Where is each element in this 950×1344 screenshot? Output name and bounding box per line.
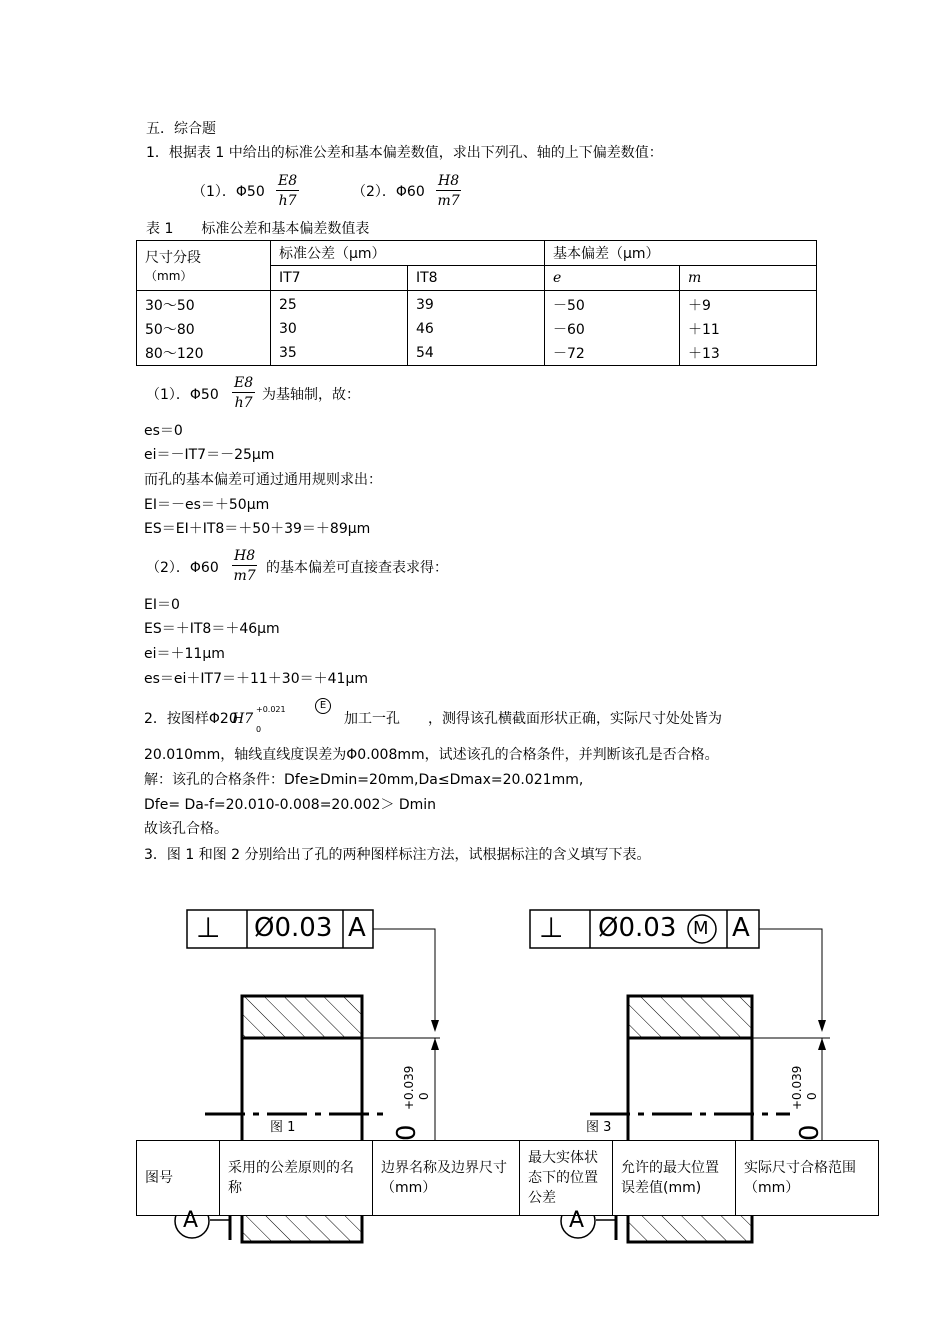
header-basic-deviation: 基本偏差（μm） [545, 241, 817, 266]
fig2-caption: 图 3 [586, 1120, 612, 1135]
fig1-datum-label: A [183, 1208, 199, 1233]
fig1-fcf-datum: A [348, 913, 366, 943]
table1-caption: 表 1 标准公差和基本偏差数值表 [146, 221, 370, 237]
perpendicularity-icon: ⊥ [539, 911, 564, 944]
header-boundary: 边界名称及边界尺寸（mm） [373, 1141, 520, 1216]
header-std-tolerance: 标准公差（μm） [271, 241, 545, 266]
header-size-unit: （mm） [145, 269, 193, 283]
header-principle: 采用的公差原则的名称 [220, 1141, 373, 1216]
cell-m: ＋9 [680, 291, 817, 318]
fraction-denominator: m7 [437, 193, 460, 209]
col-e: e [545, 266, 680, 291]
col-it7: IT7 [271, 266, 408, 291]
sol1-line: 而孔的基本偏差可通过通用规则求出： [144, 472, 382, 488]
sol2-suffix: 的基本偏差可直接查表求得： [266, 560, 448, 576]
table-row [137, 1141, 879, 1216]
cell-m: ＋11 [680, 317, 817, 341]
sol2-line: EI＝0 [144, 597, 180, 613]
cell-it8: 46 [408, 317, 545, 341]
fig2-fcf-modifier: M [693, 918, 709, 939]
sol2-line: ES＝＋IT8＝＋46μm [144, 621, 280, 637]
section-title: 五．综合题 [146, 121, 216, 137]
fraction-numerator: E8 [278, 173, 298, 189]
cell-e: －50 [545, 291, 680, 318]
cell-range: 80～120 [137, 341, 271, 366]
q2-line: Dfe= Da-f=20.010-0.008=20.002＞ Dmin [144, 797, 437, 813]
header-max-error: 允许的最大位置误差值(mm) [613, 1141, 736, 1216]
fig2-fcf-datum: A [732, 913, 750, 943]
cell-m: ＋13 [680, 341, 817, 366]
sol1-line: es＝0 [144, 423, 183, 439]
envelope-symbol-icon: E [315, 698, 331, 714]
fraction-numerator: H8 [234, 548, 256, 564]
fig2-fcf-value: Ø0.03 [598, 913, 677, 943]
fig1-fcf-value: Ø0.03 [254, 913, 333, 943]
sol1-line: ES＝EI＋IT8＝＋50＋39＝＋89μm [144, 521, 371, 537]
fraction-denominator: h7 [278, 193, 297, 209]
q1-item2-prefix: （2）．Φ60 [352, 184, 425, 200]
cell-e: －72 [545, 341, 680, 366]
sol2-line: es＝ei＋IT7＝＋11＋30＝＋41μm [144, 671, 368, 687]
q2-suffix: 加工一孔 ，测得该孔横截面形状正确，实际尺寸处处皆为 [344, 711, 722, 727]
col-it8: IT8 [408, 266, 545, 291]
cell-range: 30～50 [137, 291, 271, 318]
q2-line: 故该孔合格。 [144, 821, 228, 837]
q2-prefix: 2．按图样Φ20 [144, 711, 238, 727]
question-1-text: 1．根据表 1 中给出的标准公差和基本偏差数值，求出下列孔、轴的上下偏差数值： [146, 145, 663, 161]
fraction-denominator: h7 [234, 395, 253, 411]
fig1-caption: 图 1 [270, 1120, 296, 1135]
q2-tol-class: H7 [232, 711, 254, 727]
cell-e: －60 [545, 317, 680, 341]
fraction-numerator: H8 [438, 173, 460, 189]
answer-table [136, 1140, 879, 1216]
cell-it7: 30 [271, 317, 408, 341]
q2-line: 解：该孔的合格条件：Dfe≥Dmin=20mm,Da≤Dmax=20.021mm, [144, 772, 584, 788]
q1-item1-prefix: （1）．Φ50 [192, 184, 265, 200]
cell-it7: 35 [271, 341, 408, 366]
sol1-suffix: 为基轴制，故： [262, 387, 360, 403]
sol2-line: ei＝＋11μm [144, 646, 225, 662]
header-size-label: 尺寸分段 [145, 250, 201, 266]
header-figure-no: 图号 [137, 1141, 220, 1216]
q2-tol-lower: 0 [256, 725, 262, 734]
sol1-line: EI＝－es＝＋50μm [144, 497, 270, 513]
col-m: m [680, 266, 817, 291]
fig1-dim-lower: 0 [417, 1092, 431, 1100]
cell-it8: 39 [408, 291, 545, 318]
sol2-prefix: （2）．Φ60 [146, 560, 219, 576]
perpendicularity-icon: ⊥ [196, 911, 221, 944]
header-mmc-tolerance: 最大实体状态下的位置公差 [520, 1141, 613, 1216]
cell-range: 50～80 [137, 317, 271, 341]
cell-it7: 25 [271, 291, 408, 318]
fig2-dim-lower: 0 [805, 1092, 819, 1100]
fraction-denominator: m7 [233, 568, 256, 584]
fig2-dim-upper: +0.039 [790, 1065, 804, 1110]
sol1-line: ei＝－IT7＝－25μm [144, 447, 275, 463]
fig2-datum-label: A [569, 1208, 585, 1233]
cell-it8: 54 [408, 341, 545, 366]
fraction-numerator: E8 [234, 375, 254, 391]
fig1-dim-upper: +0.039 [402, 1065, 416, 1110]
header-size-range: 实际尺寸合格范围（mm） [736, 1141, 879, 1216]
question-3-text: 3．图 1 和图 2 分别给出了孔的两种图样标注方法，试根据标注的含义填写下表。 [144, 847, 651, 863]
sol1-prefix: （1）．Φ50 [146, 387, 219, 403]
q2-tol-upper: +0.021 [256, 705, 286, 714]
q2-line: 20.010mm，轴线直线度误差为Φ0.008mm，试述该孔的合格条件，并判断该孔是否合格。 [144, 747, 719, 763]
